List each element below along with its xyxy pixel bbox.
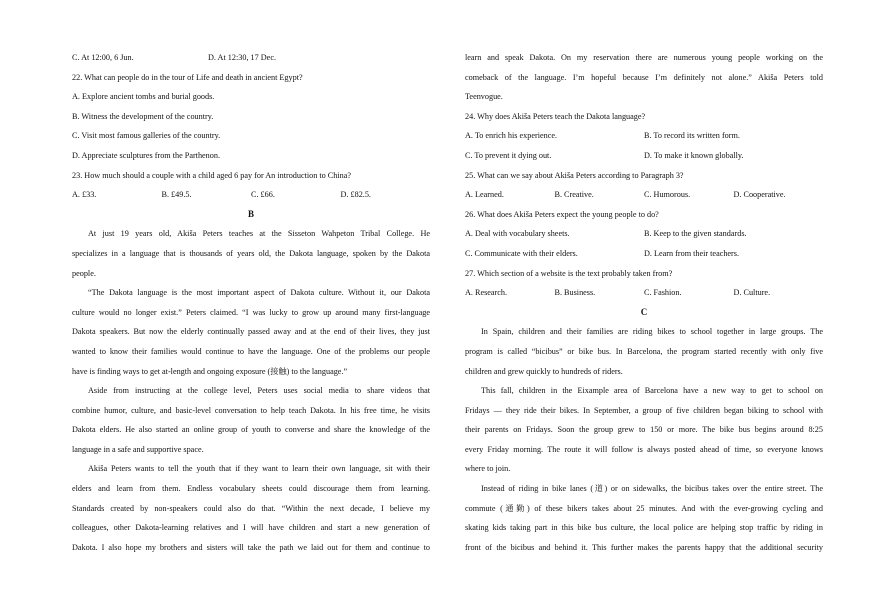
q24-option-b: B. To record its written form. [644, 131, 740, 141]
passage-c-line: where to join. [465, 464, 511, 474]
q25-option-b: B. Creative. [554, 190, 594, 200]
passage-b-line: Dakota. I also hope my brothers and sisters will take the path we laid out for them and continue to [72, 542, 430, 552]
q27-option-b: B. Business. [554, 288, 596, 298]
q23-option-d: D. £82.5. [340, 190, 371, 200]
q24-option-a: A. To enrich his experience. [465, 131, 558, 141]
q24-stem: 24. Why does Akiša Peters teach the Dakota language? [465, 111, 646, 121]
passage-b-line: combine humor, culture, and basic-level conversation to help teach Dakota. In his free time, he visits [72, 405, 430, 415]
q23-option-b: B. £49.5. [161, 190, 192, 200]
q25-stem: 25. What can we say about Akiša Peters according to Paragraph 3? [465, 170, 684, 180]
passage-b-line: At just 19 years old, Akiša Peters teaches at the Sisseton Wahpeton Tribal College. He [88, 229, 430, 239]
q26-stem: 26. What does Akiša Peters expect the young people to do? [465, 209, 659, 219]
q22-option-a: A. Explore ancient tombs and burial goods. [72, 92, 215, 102]
q24-option-d: D. To make it known globally. [644, 150, 744, 160]
passage-c-line: In Spain, children and their families are riding bikes to school together in large groups. The [481, 327, 823, 337]
q27-option-d: D. Culture. [733, 288, 771, 298]
q26-option-d: D. Learn from their teachers. [644, 248, 740, 258]
passage-b-line: wanted to know their families would continue to have the language. One of the problems our people [72, 346, 430, 356]
passage-b-end-line: comeback of the language. I’m hopeful because I’m definitely not alone.” Akiša Peters told [465, 72, 823, 82]
passage-b-line: Dakota elders. He also started an online group of youth to converse and share the knowledge of the [72, 425, 430, 435]
q23-stem: 23. How much should a couple with a child aged 6 pay for An introduction to China? [72, 170, 352, 180]
q24-options-cd [465, 146, 823, 166]
passage-c-line: This fall, children in the Eixample area of Barcelona have a new way to get to school on [481, 386, 823, 396]
passage-b-line: Akiša Peters wants to tell the youth that if they want to learn their own language, sit with their [88, 464, 430, 474]
passage-b-line: colleagues, other Dakota-learning relatives and I will have children and start a new generation of [72, 523, 430, 533]
q26-options-ab [465, 224, 823, 244]
passage-b-line: language in a safe and supportive space. [72, 444, 204, 454]
passage-b-line: Standards created by non-speakers could also do that. “Within the next decade, I believe my [72, 503, 430, 513]
passage-b-end-line: Teenvogue. [465, 92, 503, 102]
passage-c-line: their parents on Fridays. Soon the group grew to 150 or more. The bike bus begins around 8:25 [465, 425, 823, 435]
q25-option-a: A. Learned. [465, 190, 504, 200]
passage-c-line: commute (通勤) of these bikers takes about 25 minutes. And with the ever-growing cycling and [465, 503, 823, 513]
q23-options [72, 185, 430, 205]
left-column [72, 48, 430, 557]
passage-c-line: program is called “bicibus” or bike bus. In Barcelona, the program started recently with only five [465, 346, 823, 356]
passage-b-line: culture would no longer exist.” Peters claimed. “I was lucky to grow up around many first-language [72, 307, 430, 317]
passage-b-line: have is finding ways to get at-length and ongoing exposure (接触) to the language.” [72, 366, 348, 376]
q22-option-c: C. Visit most famous galleries of the country. [72, 131, 221, 141]
passage-c-line: children and grew quickly to hundreds of riders. [465, 366, 623, 376]
q25-options [465, 185, 823, 205]
right-column [465, 48, 823, 557]
q24-option-c: C. To prevent it dying out. [465, 150, 552, 160]
q21-option-c: C. At 12:00, 6 Jun. [72, 53, 134, 62]
passage-b-end-line: learn and speak Dakota. On my reservation there are numerous young people working on the [465, 53, 823, 62]
q27-option-c: C. Fashion. [644, 288, 682, 298]
q24-options-ab [465, 126, 823, 146]
passage-c-line: Fridays — they ride their bikes. In September, a group of five children began biking to school with [465, 405, 823, 415]
q21-options-cd [72, 48, 430, 68]
q26-option-a: A. Deal with vocabulary sheets. [465, 229, 570, 239]
section-c-heading: C [640, 306, 648, 317]
passage-b-line: specializes in a language that is thousands of years old, the Dakota language, spoken by the Dakota [72, 248, 430, 258]
q27-stem: 27. Which section of a website is the text probably taken from? [465, 268, 673, 278]
passage-b-line: people. [72, 268, 96, 278]
passage-c-line: front of the bicibus and behind it. This further makes the parents happy that the additional security [465, 542, 823, 552]
section-b-heading: B [247, 208, 254, 219]
q22-option-b: B. Witness the development of the country. [72, 111, 214, 121]
q22-stem: 22. What can people do in the tour of Life and death in ancient Egypt? [72, 72, 303, 82]
q26-option-b: B. Keep to the given standards. [644, 229, 747, 239]
passage-b-line: Dakota speakers. But now the elderly continually passed away and at the end of their lives, they just [72, 327, 430, 337]
q25-option-d: D. Cooperative. [733, 190, 786, 200]
q27-options [465, 283, 823, 303]
q26-option-c: C. Communicate with their elders. [465, 248, 578, 258]
passage-c-line: skating kids taking part in this bike bus culture, the local police are helping stop traffic by riding in [465, 523, 823, 533]
passage-b-line: “The Dakota language is the most important aspect of Dakota culture. Without it, our Dakota [88, 288, 430, 298]
q27-option-a: A. Research. [465, 288, 508, 298]
passage-c-line: every Friday morning. The route it will follow is always posted ahead of time, so everyone knows [465, 444, 823, 454]
q25-option-c: C. Humorous. [644, 190, 691, 200]
passage-c-line: Instead of riding in bike lanes (道) or on sidewalks, the bicibus takes over the entire street. The [481, 484, 823, 494]
q21-option-d: D. At 12:30, 17 Dec. [208, 53, 276, 62]
q22-option-d: D. Appreciate sculptures from the Parthenon. [72, 150, 221, 160]
q26-options-cd [465, 244, 823, 264]
q23-option-c: C. £66. [251, 190, 275, 200]
passage-b-line: elders and learn from them. Endless vocabulary sheets could discourage them from learning. [72, 484, 430, 494]
passage-b-line: Aside from instructing at the college level, Peters uses social media to share videos that [88, 386, 430, 396]
q23-option-a: A. £33. [72, 190, 97, 200]
